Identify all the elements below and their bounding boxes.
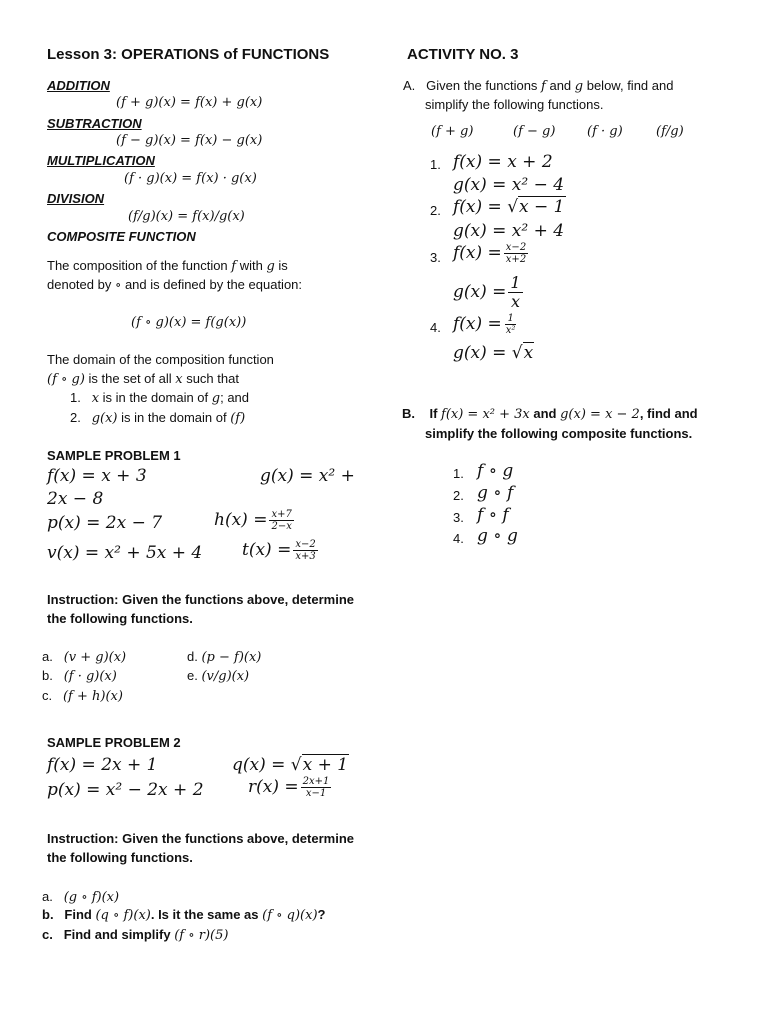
text: The composition of the function <box>47 258 232 273</box>
t-fraction <box>293 539 317 562</box>
text: ; and <box>220 390 250 405</box>
domain-line2 <box>47 371 239 387</box>
text: such that <box>182 371 239 386</box>
math: g(x) = x − 2 <box>560 407 640 422</box>
h-numerator: x+7 <box>271 509 292 520</box>
op-f-times-g: (f · g) <box>587 124 623 139</box>
sp1-g-part1: g(x) = x² + <box>260 466 355 486</box>
text: Find <box>64 907 96 922</box>
math: (f ∘ r)(5) <box>174 928 229 943</box>
addition-formula: (f + g)(x) = f(x) + g(x) <box>116 95 263 110</box>
activity-a-f4 <box>453 313 517 336</box>
sp1-v: v(x) = x² + 5x + 4 <box>47 543 203 563</box>
r-fraction <box>301 776 332 799</box>
activity-b-c4: g ∘ g <box>477 526 518 546</box>
math: (v/g)(x) <box>201 669 250 684</box>
activity-a-num-4: 4. <box>430 320 441 335</box>
activity-b-c3: f ∘ f <box>477 505 509 525</box>
item-letter: c. <box>42 927 53 942</box>
math: (p − f)(x) <box>201 650 262 665</box>
f3-left: f(x) = <box>453 243 502 263</box>
math: x <box>91 391 100 406</box>
item-letter: b. <box>42 907 54 922</box>
domain-condition-1 <box>70 390 249 406</box>
activity-b-line1 <box>402 406 698 422</box>
f4-numerator: 1 <box>507 313 514 324</box>
domain-condition-2 <box>70 410 245 426</box>
sample-problem-2-title: SAMPLE PROBLEM 2 <box>47 735 181 750</box>
section-letter: B. <box>402 406 415 421</box>
section-letter: A. <box>403 78 416 93</box>
activity-b-num-3: 3. <box>453 510 464 525</box>
activity-a-f1: f(x) = x + 2 <box>453 152 553 172</box>
math: (q ∘ f)(x) <box>95 908 151 923</box>
text: is <box>274 258 288 273</box>
composite-desc-line2 <box>47 277 302 293</box>
math: g <box>211 391 221 406</box>
sp1-item-c <box>42 688 123 704</box>
f3-denominator: x+2 <box>505 254 527 265</box>
sqrt-symbol: √x − 1 <box>507 197 565 217</box>
text: Given the functions <box>426 78 542 93</box>
item-letter: b. <box>42 668 53 683</box>
activity-b-c1: f ∘ g <box>477 461 514 481</box>
math: (f · g)(x) <box>63 669 117 684</box>
activity-b-c2: g ∘ f <box>477 483 514 503</box>
t-denominator: x+3 <box>295 551 316 562</box>
domain-line1: The domain of the composition function <box>47 352 274 367</box>
sqrt-symbol: √x + 1 <box>290 755 349 775</box>
activity-a-line1 <box>403 78 673 94</box>
text: below, find and <box>583 78 674 93</box>
sp2-f: f(x) = 2x + 1 <box>47 755 158 775</box>
sp1-t <box>242 539 318 562</box>
math: f <box>541 79 546 94</box>
text: and <box>545 78 575 93</box>
sp1-instruction-line1: Instruction: Given the functions above, determine <box>47 592 354 607</box>
activity-a-num-3: 3. <box>430 250 441 265</box>
sp1-h <box>214 509 294 532</box>
op-f-div-g: (f/g) <box>656 124 684 139</box>
sp2-item-a <box>42 889 119 905</box>
activity-b-num-1: 1. <box>453 466 464 481</box>
f3-fraction <box>504 242 528 265</box>
activity-a-g1: g(x) = x² − 4 <box>453 175 565 195</box>
math: g <box>266 259 275 274</box>
division-formula: (f/g)(x) = f(x)/g(x) <box>128 209 245 224</box>
text: , find and <box>639 406 698 421</box>
activity-b-line2: simplify the following composite functions. <box>425 426 693 441</box>
math: f(x) = x² + 3x <box>441 407 530 422</box>
item-letter: d. <box>187 649 198 664</box>
sp2-instruction-line2: the following functions. <box>47 850 193 865</box>
f4-denominator: x² <box>505 325 516 336</box>
g3-denominator: x <box>510 292 520 311</box>
item-letter: a. <box>42 649 53 664</box>
math: (f + h)(x) <box>62 689 123 704</box>
r-left: r(x) = <box>248 777 299 797</box>
math: f <box>231 259 237 274</box>
activity-a-g2: g(x) = x² + 4 <box>453 221 565 241</box>
math: x <box>175 372 183 387</box>
g4-radicand: x <box>523 343 534 363</box>
multiplication-formula: (f · g)(x) = f(x) · g(x) <box>124 171 257 186</box>
q-radicand: x + 1 <box>302 755 349 775</box>
sp2-instruction-line1: Instruction: Given the functions above, determine <box>47 831 354 846</box>
text: with <box>236 258 267 273</box>
g3-fraction <box>508 274 522 311</box>
op-f-plus-g: (f + g) <box>431 124 474 139</box>
composite-label: COMPOSITE FUNCTION <box>47 229 196 244</box>
subtraction-formula: (f − g)(x) = f(x) − g(x) <box>116 133 263 148</box>
sp1-f: f(x) = x + 3 <box>47 466 147 486</box>
r-numerator: 2x+1 <box>302 776 330 787</box>
activity-a-g4 <box>453 343 534 363</box>
f3-numerator: x−2 <box>505 242 527 253</box>
math: g <box>574 79 584 94</box>
text: . Is it the same as <box>150 907 263 922</box>
list-number: 1. <box>70 390 81 405</box>
sp1-item-e <box>187 668 249 684</box>
activity-a-num-2: 2. <box>430 203 441 218</box>
activity-a-g3 <box>453 274 523 311</box>
activity-a-num-1: 1. <box>430 157 441 172</box>
f2-left: f(x) = <box>453 197 508 217</box>
division-label: DIVISION <box>47 191 105 206</box>
sample-problem-1-title: SAMPLE PROBLEM 1 <box>47 448 181 463</box>
activity-a-f2 <box>453 197 566 217</box>
activity-a-line2: simplify the following functions. <box>425 97 604 112</box>
item-letter: a. <box>42 889 53 904</box>
activity-b-num-2: 2. <box>453 488 464 503</box>
sp1-p: p(x) = 2x − 7 <box>47 513 163 533</box>
sp2-r <box>248 776 331 799</box>
sp1-g-part2: 2x − 8 <box>47 489 104 509</box>
compose-symbol: ∘ <box>114 278 122 293</box>
math: (v + g)(x) <box>63 650 127 665</box>
math: (f) <box>230 411 246 426</box>
h-left: h(x) = <box>214 510 268 530</box>
text: and <box>529 406 561 421</box>
sp1-item-d <box>187 649 261 665</box>
sp1-instruction-line2: the following functions. <box>47 611 193 626</box>
f4-left: f(x) = <box>453 314 502 334</box>
g3-left: g(x) = <box>453 282 507 302</box>
sp2-item-b <box>42 907 325 923</box>
text: is in the domain of <box>117 410 231 425</box>
f2-radicand: x − 1 <box>519 197 565 217</box>
math: g(x) <box>91 411 118 426</box>
addition-label: ADDITION <box>47 78 110 93</box>
composite-desc-line1 <box>47 258 288 274</box>
op-f-minus-g: (f − g) <box>513 124 556 139</box>
sp1-item-a <box>42 649 126 665</box>
activity-title: ACTIVITY NO. 3 <box>407 46 519 63</box>
q-left: q(x) = <box>232 755 291 775</box>
sqrt-symbol: √x <box>511 343 534 363</box>
h-denominator: 2−x <box>271 521 292 532</box>
text: is the set of all <box>84 371 176 386</box>
math: (f ∘ g) <box>47 372 85 387</box>
item-letter: e. <box>187 668 198 683</box>
text: denoted by <box>47 277 115 292</box>
activity-b-num-4: 4. <box>453 531 464 546</box>
text: ? <box>317 907 326 922</box>
t-numerator: x−2 <box>295 539 316 550</box>
sp2-p: p(x) = x² − 2x + 2 <box>47 780 204 800</box>
text: is in the domain of <box>99 390 212 405</box>
sp1-item-b <box>42 668 117 684</box>
text: and is defined by the equation: <box>121 277 303 292</box>
g4-left: g(x) = <box>453 343 512 363</box>
lesson-title: Lesson 3: OPERATIONS of FUNCTIONS <box>47 46 330 63</box>
item-letter: c. <box>42 688 53 703</box>
math: (f ∘ q)(x) <box>262 908 318 923</box>
math: (g ∘ f)(x) <box>63 890 120 905</box>
g3-numerator: 1 <box>510 273 521 292</box>
text: If <box>429 406 442 421</box>
f4-fraction <box>504 313 518 336</box>
list-number: 2. <box>70 410 81 425</box>
r-denominator: x−1 <box>305 788 327 799</box>
sp2-item-c <box>42 927 228 943</box>
activity-a-f3 <box>453 242 528 265</box>
text: Find and simplify <box>63 927 175 942</box>
subtraction-label: SUBTRACTION <box>47 116 142 131</box>
composite-formula: (f ∘ g)(x) = f(g(x)) <box>131 315 247 330</box>
sp2-q <box>232 755 349 775</box>
multiplication-label: MULTIPLICATION <box>47 153 155 168</box>
h-fraction <box>269 509 293 532</box>
t-left: t(x) = <box>242 540 292 560</box>
